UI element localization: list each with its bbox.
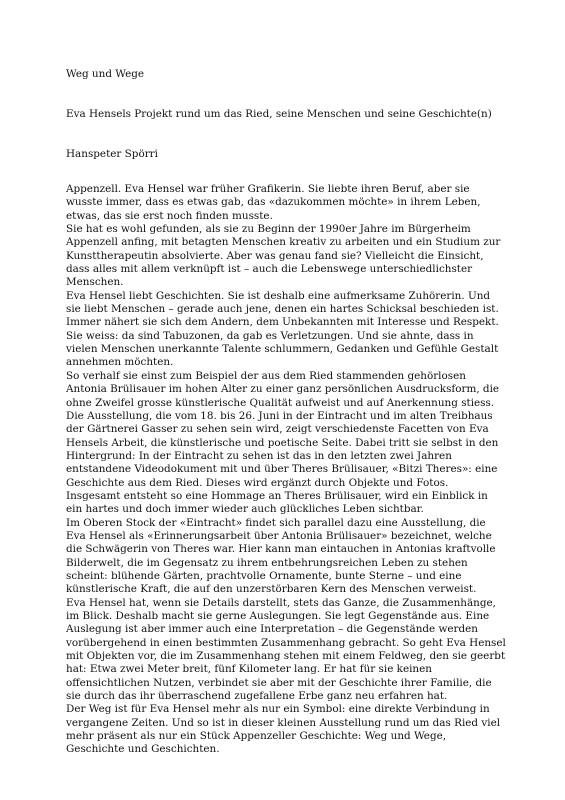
paragraph: Die Ausstellung, die vom 18. bis 26. Juni in der Eintracht und im alten Treibhaus der Gärtnerei Gasser zu sehen sein wird, zeigt verschiedenste Facetten von Eva Hensels Arbeit, die künstlerische und poetische Seite. Dabei tritt sie selbst in den Hintergrund: In der Eintracht zu sehen ist das in den letzten zwei Jahren entstandene Videodokument mit und über Theres Brülisauer, «Bitzi Theres»: eine Geschichte aus dem Ried. Dieses wird ergänzt durch Objekte und Fotos. Insgesamt entsteht so eine Hommage an Theres Brülisauer, wird ein Einblick in ein hartes und doch immer wieder auch glückliches Leben sichtbar. bbox=[66, 409, 499, 516]
paragraph: Eva Hensel liebt Geschichten. Sie ist deshalb eine aufmerksame Zuhörerin. Und sie liebt Menschen – gerade auch jene, denen ein hartes Schicksal beschieden ist. Immer nähert sie sich dem Andern, dem Unbekannten mit Interesse und Respekt. Sie weiss: da sind Tabuzonen, da gab es Verletzungen. Und sie ahnte, dass in vielen Menschen unerkannte Talente schlummern, Gedanken und Gefühle Gestalt annehmen möchten. bbox=[66, 289, 499, 369]
paragraph: Eva Hensel hat, wenn sie Details darstellt, stets das Ganze, die Zusammenhänge, im Blick. Deshalb macht sie gerne Auslegungen. Sie legt Gegenstände aus. Eine Auslegung ist aber immer auch eine Interpretation – die Gegenstände werden vorübergehend in einen bestimmten Zusammenhang gebracht. So geht Eva Hensel mit Objekten vor, die im Zusammenhang stehen mit einem Feldweg, den sie geerbt hat: Etwa zwei Meter breit, fünf Kilometer lang. Er hat für sie keinen offensichtlichen Nutzen, verbindet sie aber mit der Geschichte ihrer Familie, die sie durch das ihr überraschend zugefallene Erbe ganz neu erfahren hat. bbox=[66, 596, 506, 703]
paragraph: Sie hat es wohl gefunden, als sie zu Beginn der 1990er Jahre im Bürgerheim Appenzell anfing, mit betagten Menschen kreativ zu arbeiten und ein Studium zur Kunsttherapeutin absolvierte. Aber was genau fand sie? Vielleicht die Einsicht, dass alles mit allem verknüpft ist – auch die Lebenswege unterschiedlichster Menschen. bbox=[66, 223, 501, 289]
author-name: Hanspeter Spörri bbox=[66, 148, 158, 160]
paragraph: Im Oberen Stock der «Eintracht» findet sich parallel dazu eine Ausstellung, die Eva Hensel als «Erinnerungsarbeit über Antonia Brülisauer» bezeichnet, welche die Schwägerin von Theres war. Hier kann man eintauchen in Antonias kraftvolle Bilderwelt, die im Gegensatz zu ihrem entbehrungsreichen Leben zu stehen scheint: blühende Gärten, prachtvolle Ornamente, bunte Sterne – und eine künstlerische Kraft, die auf den unzerstörbaren Kern des Menschen verweist. bbox=[66, 516, 496, 596]
paragraph: Der Weg ist für Eva Hensel mehr als nur ein Symbol: eine direkte Verbindung in vergangene Zeiten. Und so ist in dieser kleinen Ausstellung rund um das Ried viel mehr präsent als nur ein Stück Appenzeller Geschichte: Weg und Wege, Geschichte und Geschichten. bbox=[66, 703, 501, 756]
paragraph: So verhalf sie einst zum Beispiel der aus dem Ried stammenden gehörlosen Antonia Brülisauer im hohen Alter zu einer ganz persönlichen Ausdrucksform, die ohne Zweifel grosse künstlerische Qualität aufweist und auf Anerkennung stiess. bbox=[66, 369, 500, 409]
paragraph: Appenzell. Eva Hensel war früher Grafikerin. Sie liebte ihren Beruf, aber sie wusste immer, dass es etwas gab, das «dazukommen möchte» in ihrem Leben, etwas, das sie erst noch finden musste. bbox=[66, 183, 481, 222]
document-title: Weg und Wege bbox=[66, 68, 145, 80]
document-subtitle: Eva Hensels Projekt rund um das Ried, seine Menschen und seine Geschichte(n) bbox=[66, 108, 492, 120]
article-body bbox=[66, 183, 506, 757]
